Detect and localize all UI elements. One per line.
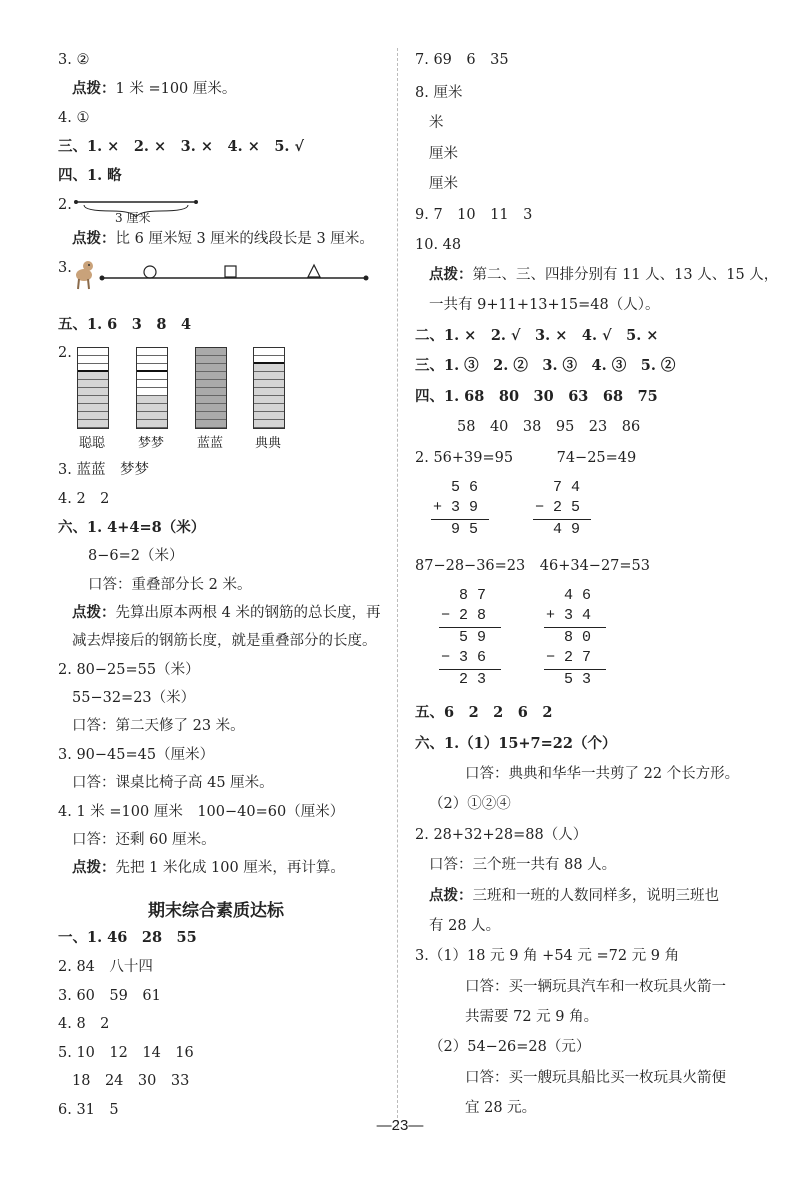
right-line: 厘米: [429, 146, 458, 162]
right-line: 点拨：三班和一班的人数同样多，说明三班也: [429, 887, 719, 904]
bar-mengmeng: [136, 347, 168, 429]
square-shape: [225, 266, 236, 277]
deer-icon: [76, 261, 93, 289]
left-line: 2.: [58, 197, 72, 213]
right-line: 二、1. × 2. √ 3. × 4. √ 5. ×: [415, 327, 659, 344]
bar-label: 蓝蓝: [196, 436, 223, 451]
left-line: 3. ②: [58, 52, 90, 68]
left-line: 4. 1 米 =100 厘米 100−40=60（厘米）: [58, 804, 345, 820]
left-line: 2. 84 八十四: [58, 959, 153, 975]
column-divider: [397, 48, 398, 1128]
left-line: 4. 8 2: [58, 1016, 110, 1032]
right-line: 87−28−36=23 46+34−27=53: [415, 558, 651, 574]
right-line: 口答：买一辆玩具汽车和一枚玩具火箭一: [465, 979, 726, 995]
left-line: 口答：还剩 60 厘米。: [72, 832, 216, 848]
section-title: 期末综合素质达标: [148, 901, 284, 921]
bar-label: 梦梦: [137, 436, 164, 451]
left-line: 点拨：先把 1 米化成 100 厘米，再计算。: [72, 859, 345, 876]
right-line: 口答：买一艘玩具船比买一枚玩具火箭便: [465, 1070, 726, 1086]
left-line: 五、1. 6 3 8 4: [58, 316, 192, 333]
left-line: 四、1. 略: [58, 167, 122, 184]
left-line: 口答：课桌比椅子高 45 厘米。: [72, 775, 274, 791]
left-line: 3. 90−45=45（厘米）: [58, 747, 215, 763]
bar-label: 典典: [254, 436, 281, 451]
right-line: （2）①②④: [429, 796, 511, 812]
left-line: 3. 60 59 61: [58, 988, 161, 1004]
bar-label: 聪聪: [78, 436, 105, 451]
right-line: 一共有 9+11+13+15=48（人）。: [429, 297, 660, 313]
right-line: 五、6 2 2 6 2: [415, 704, 553, 721]
right-line: 厘米: [429, 176, 458, 192]
bar-lanlan: [195, 347, 227, 429]
left-line: 三、1. × 2. × 3. × 4. × 5. √: [58, 138, 305, 155]
right-line: 2. 28+32+28=88（人）: [415, 827, 588, 843]
bar-diandian: [253, 347, 285, 429]
left-line: 8−6=2（米）: [88, 548, 184, 564]
right-line: 3.（1）18 元 9 角 +54 元 =72 元 9 角: [415, 948, 680, 964]
left-line: 口答：重叠部分长 2 米。: [88, 577, 252, 593]
left-line: 减去焊接后的钢筋长度，就是重叠部分的长度。: [72, 633, 377, 649]
left-line: 点拨：比 6 厘米短 3 厘米的线段长是 3 厘米。: [72, 230, 374, 247]
right-line: 点拨：第二、三、四排分别有 11 人、13 人、15 人，: [429, 266, 779, 283]
bar-congcong: [77, 347, 109, 429]
left-line: 4. 2 2: [58, 491, 110, 507]
left-line: 口答：第二天修了 23 米。: [72, 718, 245, 734]
right-line: （2）54−26=28（元）: [429, 1039, 591, 1055]
left-line: 六、1. 4+4=8（米）: [58, 519, 206, 536]
right-line: 7. 69 6 35: [415, 52, 509, 68]
right-line: 2. 56+39=95 74−25=49: [415, 450, 637, 466]
left-line: 2. 80−25=55（米）: [58, 662, 200, 678]
right-line: 四、1. 68 80 30 63 68 75: [415, 388, 658, 405]
left-line: 5. 10 12 14 16: [58, 1045, 194, 1061]
shape-line-diagram: [70, 257, 370, 297]
triangle-shape: [308, 265, 320, 277]
right-line: 宜 28 元。: [465, 1100, 537, 1116]
left-line: 3. 蓝蓝 梦梦: [58, 462, 149, 478]
left-line: 点拨：先算出原本两根 4 米的钢筋的总长度，再: [72, 604, 381, 621]
left-line: 4. ①: [58, 110, 90, 126]
left-line: 6. 31 5: [58, 1102, 119, 1118]
left-line: 55−32=23（米）: [72, 690, 196, 706]
right-line: 口答：三个班一共有 88 人。: [429, 857, 617, 873]
page-number: —23—: [376, 1117, 424, 1134]
right-line: 有 28 人。: [429, 918, 501, 934]
left-line: 18 24 30 33: [72, 1073, 190, 1089]
right-line: 10. 48: [415, 237, 462, 253]
left-line: 点拨：1 米 =100 厘米。: [72, 80, 237, 97]
circle-shape: [144, 266, 156, 278]
left-line: 3.: [58, 260, 72, 276]
left-line: 一、1. 46 28 55: [58, 929, 197, 946]
segment-label: 3 厘米: [115, 211, 151, 225]
right-line: 8. 厘米: [415, 85, 463, 101]
right-line: 米: [429, 115, 444, 131]
right-line: 口答：典典和华华一共剪了 22 个长方形。: [465, 766, 740, 782]
right-line: 共需要 72 元 9 角。: [465, 1009, 599, 1025]
right-line: 58 40 38 95 23 86: [457, 419, 641, 435]
right-line: 9. 7 10 11 3: [415, 207, 533, 223]
left-line: 2.: [58, 345, 72, 361]
right-line: 三、1. ③ 2. ② 3. ③ 4. ③ 5. ②: [415, 357, 676, 374]
right-line: 六、1.（1）15+7=22（个）: [415, 735, 617, 752]
